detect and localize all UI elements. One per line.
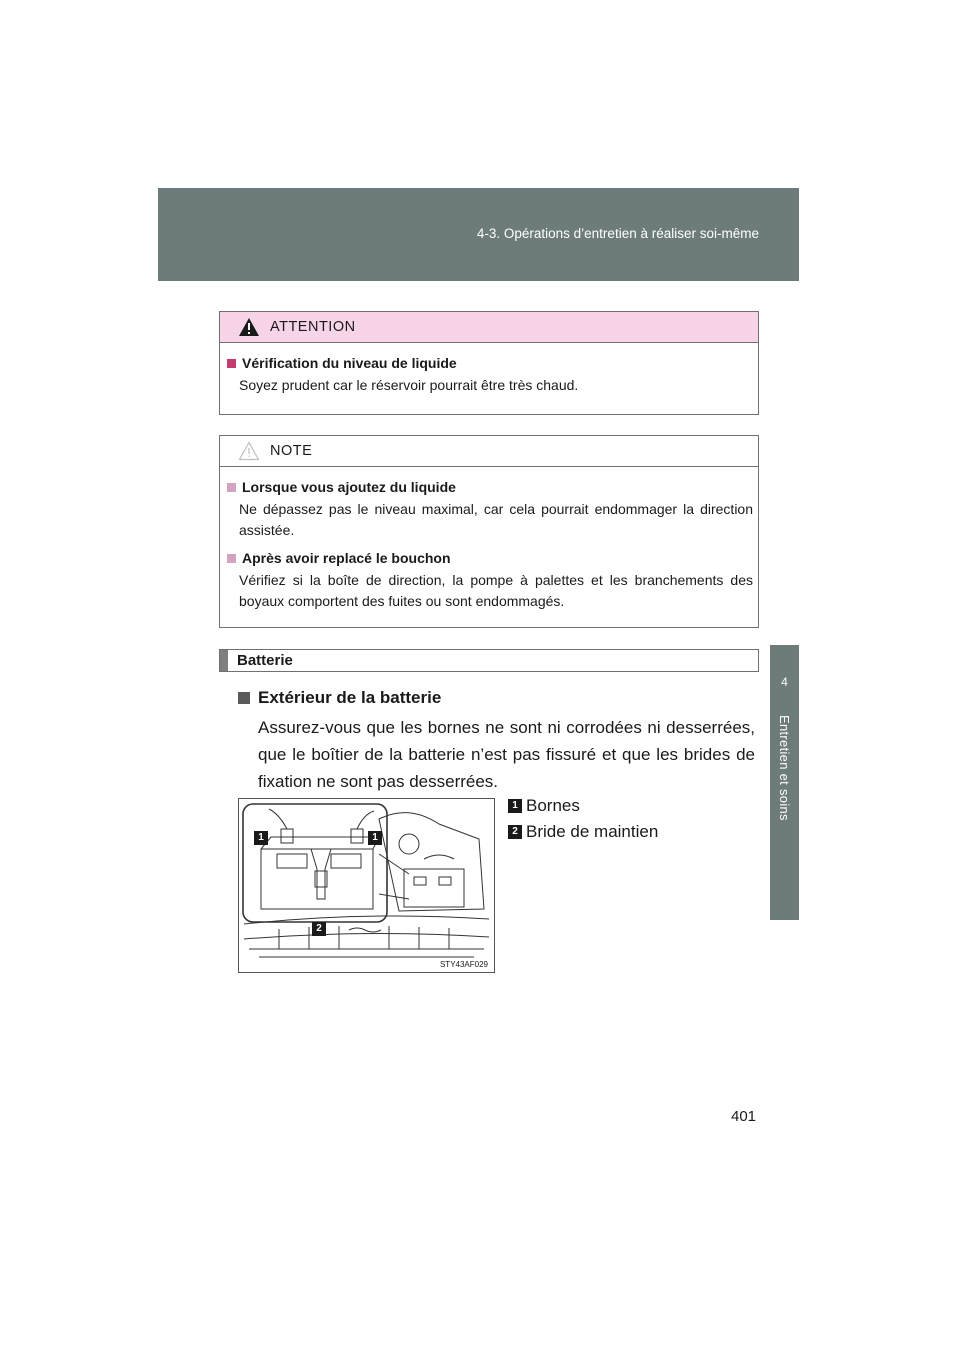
bullet-square-icon	[227, 359, 236, 368]
chapter-side-tab	[770, 645, 799, 920]
attention-header	[220, 312, 758, 343]
note-item-text: Vérifiez si la boîte de direction, la pompe à palettes et les branchements des boyaux comportent des fuites ou sont endommagés.	[239, 571, 753, 610]
bullet-square-icon	[238, 692, 250, 704]
callout-badge: 1	[368, 831, 382, 845]
subsection-body-text: Assurez-vous que les bornes ne sont ni corrodées ni desserrées, que le boîtier de la batterie n’est pas fissuré et que les brides de fixation ne sont pas desserrées.	[258, 718, 755, 791]
section-marker	[220, 650, 228, 671]
callout-badge: 1	[254, 831, 268, 845]
section-title-bar	[219, 649, 759, 672]
bullet-square-icon	[227, 554, 236, 563]
section-title: Batterie	[237, 652, 293, 669]
callout-badge: 2	[312, 922, 326, 936]
chapter-label: Entretien et soins	[777, 715, 792, 821]
caution-triangle-outline-icon	[238, 441, 260, 461]
chapter-number: 4	[781, 675, 788, 689]
subsection-heading: Extérieur de la batterie	[238, 688, 441, 708]
note-box	[219, 435, 759, 628]
legend-label: Bride de maintien	[526, 822, 659, 841]
attention-box	[219, 311, 759, 415]
attention-item-text: Soyez prudent car le réservoir pourrait être très chaud.	[239, 376, 579, 393]
attention-title: ATTENTION	[270, 319, 356, 335]
figure-code: STY43AF029	[439, 960, 488, 969]
note-item-text: Ne dépassez pas le niveau maximal, car cela pourrait endommager la direction assistée.	[239, 500, 753, 539]
legend-number-badge: 1	[508, 799, 522, 813]
legend-label: Bornes	[526, 796, 580, 815]
chapter-title: 4-3. Opérations d’entretien à réaliser soi-même	[476, 226, 759, 241]
legend-item	[508, 796, 580, 816]
note-item-heading: Lorsque vous ajoutez du liquide	[226, 477, 753, 499]
legend-number-badge: 2	[508, 825, 522, 839]
note-header	[220, 436, 758, 467]
warning-triangle-icon	[238, 317, 260, 337]
note-title: NOTE	[270, 443, 313, 459]
battery-illustration	[238, 798, 495, 973]
bullet-square-icon	[227, 483, 236, 492]
page-number: 401	[731, 1108, 757, 1125]
chapter-header-band	[158, 188, 799, 281]
attention-item-heading: Vérification du niveau de liquide	[226, 353, 753, 375]
engine-bay-drawing	[239, 799, 494, 972]
note-item-heading: Après avoir replacé le bouchon	[226, 548, 753, 570]
legend-item	[508, 822, 658, 842]
